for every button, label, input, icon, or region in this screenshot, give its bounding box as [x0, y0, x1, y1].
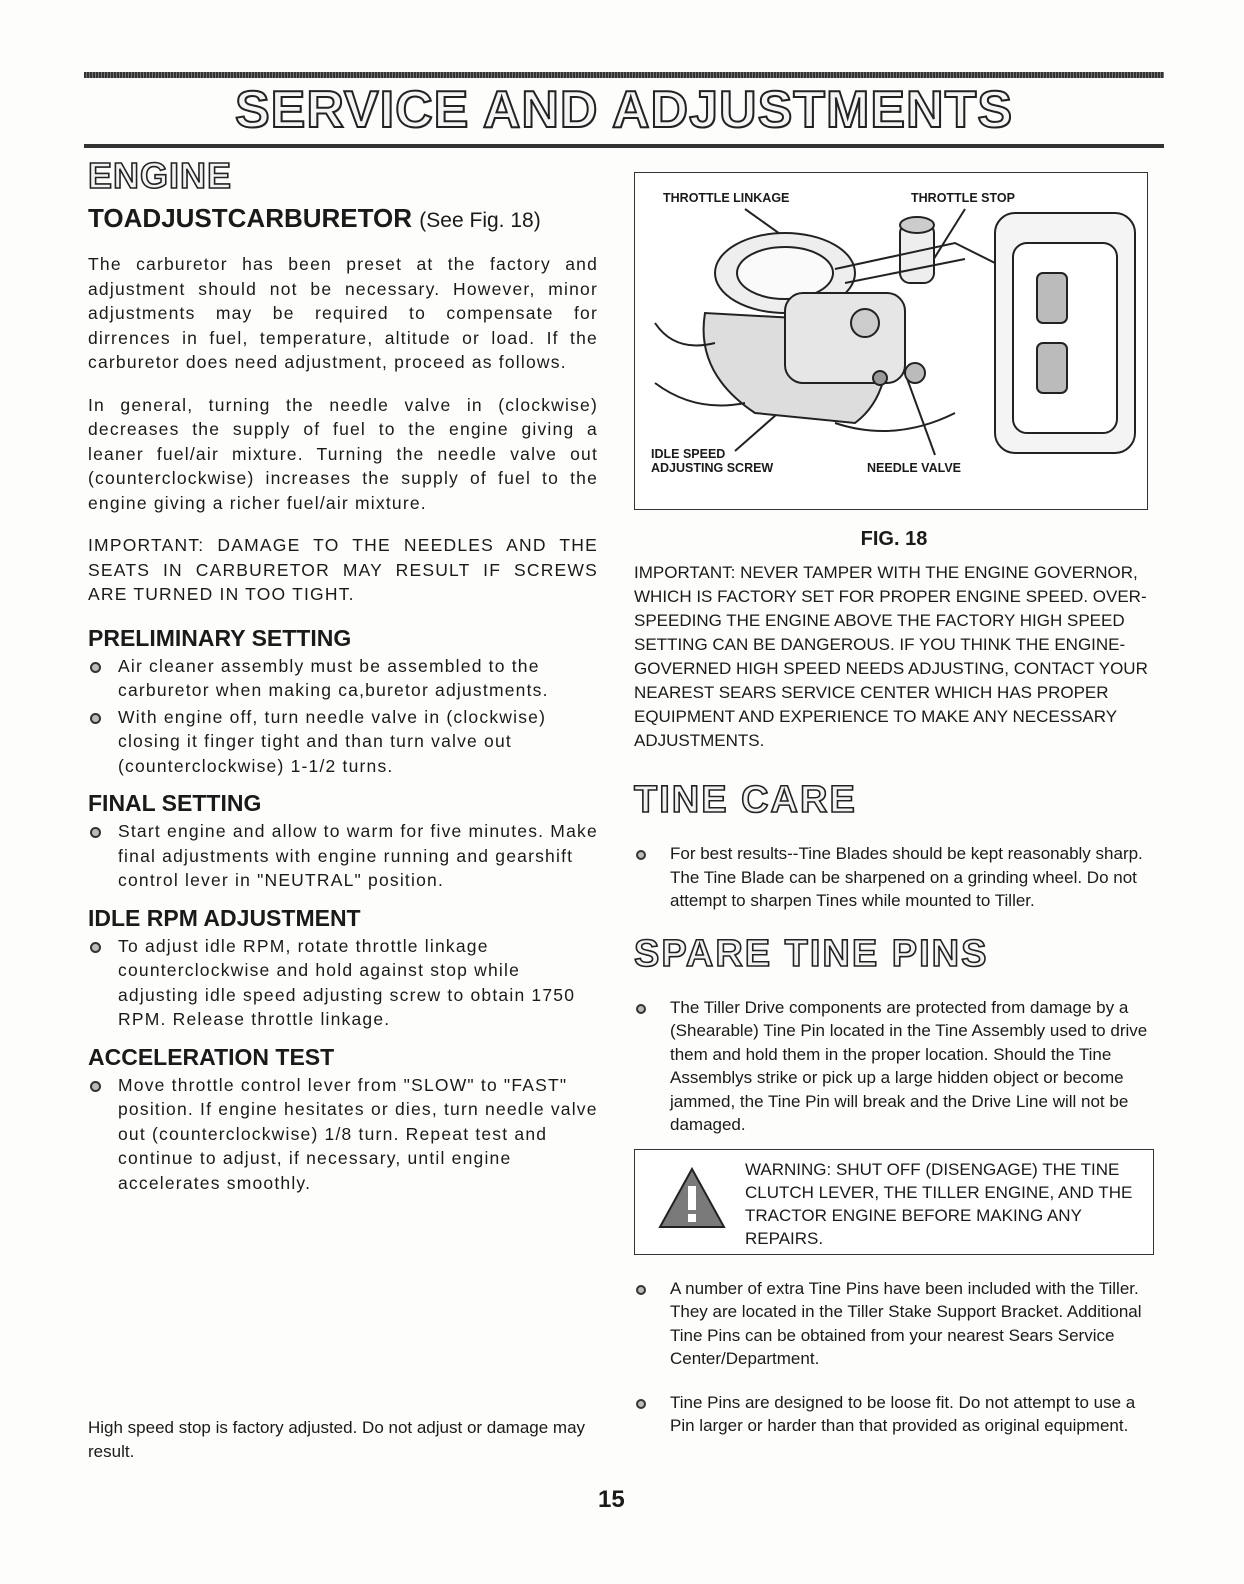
figure-18 — [634, 172, 1148, 510]
left-column — [88, 155, 598, 1197]
adjust-carburetor-title: TOADJUSTCARBURETOR — [88, 203, 413, 233]
bullet-icon — [90, 942, 101, 953]
important-needles-note: IMPORTANT: DAMAGE TO THE NEEDLES AND THE SEATS IN CARBURETOR MAY RESULT IF SCREWS ARE TURNED IN TOO TIGHT. — [88, 535, 598, 604]
bullet-icon — [636, 1004, 646, 1014]
needle-valve-label: NEEDLE VALVE — [867, 461, 961, 475]
spare-tine-pins-heading: SPARE TINE PINS — [634, 932, 989, 975]
title-rule — [84, 144, 1164, 148]
bullet-text: To adjust idle RPM, rotate throttle linkage counterclockwise and hold against stop while adjusting idle speed adjusting screw to obtain 1750 RPM. Release throttle linkage. — [118, 935, 576, 1029]
preliminary-setting-heading: PRELIMINARY SETTING — [88, 624, 352, 651]
adjusting-screw-label: ADJUSTING SCREW — [651, 461, 774, 475]
carburetor-paragraph: The carburetor has been preset at the factory and adjustment should not be necessary. However, minor adjustments may be required to compensate for dirrences in fuel, temperature, altitude or load. If the carburetor does need adjustment, proceed as follows. — [88, 254, 598, 372]
figure-caption: FIG. 18 — [860, 528, 928, 550]
warning-triangle-icon — [657, 1166, 727, 1230]
bullet-text: Start engine and allow to warm for five minutes. Make final adjustments with engine running and gearshift control lever in "NEUTRAL" position. — [118, 821, 598, 890]
page-title: SERVICE AND ADJUSTMENTS — [234, 81, 1014, 139]
figure-reference: (See Fig. 18) — [419, 209, 541, 232]
list-item — [634, 996, 1154, 1137]
tine-care-heading: TINE CARE — [634, 779, 857, 821]
top-rule — [84, 72, 1164, 78]
list-item — [634, 1277, 1154, 1371]
list-item — [88, 705, 598, 779]
bullet-icon — [90, 662, 101, 673]
bullet-icon — [636, 850, 646, 860]
bullet-icon — [90, 713, 101, 724]
engine-heading: ENGINE — [88, 155, 233, 196]
list-item — [634, 842, 1154, 913]
list-item — [88, 819, 598, 893]
throttle-stop-label: THROTTLE STOP — [911, 191, 1015, 205]
high-speed-stop-note: High speed stop is factory adjusted. Do not adjust or damage may result. — [88, 1418, 586, 1461]
list-item — [88, 654, 598, 703]
bullet-icon — [636, 1285, 646, 1295]
list-item — [88, 1073, 598, 1196]
page-number: 15 — [598, 1486, 625, 1513]
idle-speed-label: IDLE SPEED — [651, 447, 726, 461]
bullet-icon — [636, 1399, 646, 1409]
right-column — [634, 172, 1154, 1458]
needle-valve-paragraph: In general, turning the needle valve in (clockwise) decreases the supply of fuel to the engine giving a leaner fuel/air mixture. Turning the needle valve out (counterclockwise) increases the supply of fuel to the engine giving a richer fuel/air mixture. — [88, 394, 598, 513]
bullet-text: The Tiller Drive components are protected from damage by a (Shearable) Tine Pin located in the Tine Assembly used to drive them and hold them in the proper location. Should the Tine Assemblys strike or pick up a large hidden object or become jammed, the Tine Pin will break and the Drive Line will not be damaged. — [670, 997, 1148, 1134]
throttle-linkage-label: THROTTLE LINKAGE — [663, 191, 790, 205]
bullet-text: Move throttle control lever from "SLOW" to "FAST" position. If engine hesitates or dies, turn needle valve out (counterclockwise) 1/8 turn. Repeat test and continue to adjust, if necessary, until engine accelerates smoothly. — [118, 1074, 598, 1193]
bullet-icon — [90, 827, 101, 838]
bullet-text: Tine Pins are designed to be loose fit. Do not attempt to use a Pin larger or harder than that provided as original equipment. — [670, 1392, 1136, 1435]
idle-rpm-heading: IDLE RPM ADJUSTMENT — [88, 904, 361, 931]
acceleration-test-heading: ACCELERATION TEST — [88, 1043, 335, 1070]
bullet-text: With engine off, turn needle valve in (clockwise) closing it finger tight and than turn valve out (counterclockwise) 1-1/2 turns. — [118, 706, 547, 776]
warning-text: WARNING: SHUT OFF (DISENGAGE) THE TINE CLUTCH LEVER, THE TILLER ENGINE, AND THE TRACTOR ENGINE BEFORE MAKING ANY REPAIRS. — [745, 1159, 1133, 1248]
warning-box — [634, 1149, 1154, 1255]
list-item — [88, 934, 598, 1032]
bullet-icon — [90, 1081, 101, 1092]
final-setting-heading: FINAL SETTING — [88, 790, 262, 816]
bullet-text: For best results--Tine Blades should be kept reasonably sharp. The Tine Blade can be sharpened on a grinding wheel. Do not attempt to sharpen Tines while mounted to Tiller. — [670, 844, 1143, 910]
adjust-carburetor-heading — [88, 203, 598, 234]
bullet-text: A number of extra Tine Pins have been included with the Tiller. They are located in the Tiller Stake Support Bracket. Additional Tine Pins can be obtained from your nearest Sears Service Center/Department. — [670, 1278, 1142, 1368]
important-governor-note: IMPORTANT: NEVER TAMPER WITH THE ENGINE GOVERNOR, WHICH IS FACTORY SET FOR PROPER ENGINE SPEED. OVER-SPEEDING THE ENGINE ABOVE THE FACTORY HIGH SPEED SETTING CAN BE DANGEROUS. IF YOU THINK THE ENGINE-GOVERNED HIGH SPEED NEEDS ADJUSTING, CONTACT YOUR NEAREST SEARS SERVICE CENTER WHICH HAS PROPER EQUIPMENT AND EXPERIENCE TO MAKE ANY NECESSARY ADJUSTMENTS. — [634, 563, 1148, 750]
bullet-text: Air cleaner assembly must be assembled to the carburetor when making ca,buretor adjustments. — [118, 655, 549, 700]
list-item — [634, 1391, 1154, 1438]
